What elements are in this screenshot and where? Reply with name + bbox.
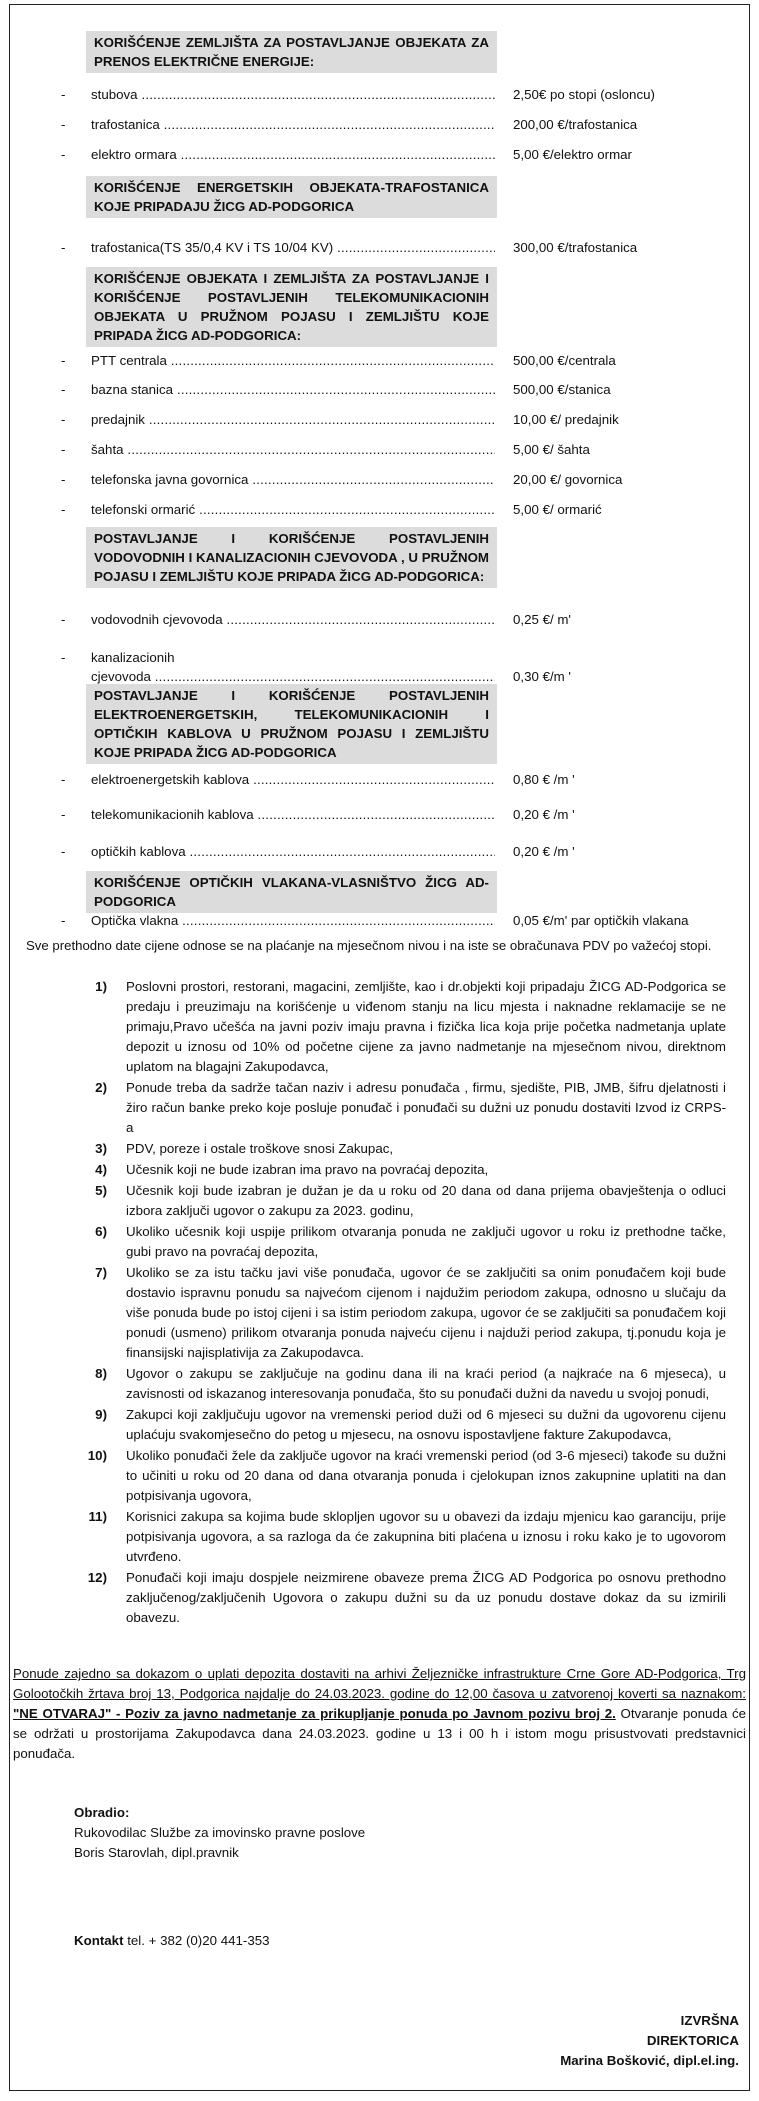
- prepared-by-position: Rukovodilac Službe za imovinsko pravne poslove: [74, 1825, 366, 1840]
- section-header-energy-objects: KORIŠĆENJE ENERGETSKIH OBJEKATA-TRAFOSTANICA KOJE PRIPADAJU ŽICG AD-PODGORICA: [86, 176, 497, 218]
- list-item: 9) Zakupci koji zaključuju ugovor na vremenski period duži od 6 mjeseci su dužni da ugovorenu cijenu uplaćuju svakomjesečno do petog u mjesecu, na osnovu ispostavljene fakture Zakupodavca,: [95, 1407, 726, 1442]
- contact-line: Kontakt tel. + 382 (0)20 441-353: [74, 1933, 270, 1948]
- price-row: - telekomunikacionih kablova ..... 0,20 € /m ': [10, 805, 750, 825]
- section-header-telecom: KORIŠĆENJE OBJEKATA I ZEMLJIŠTA ZA POSTAVLJANJE I KORIŠĆENJE POSTAVLJENIH TELEKOMUNIKACIONIH OBJEKATA U PRUŽNOM POJASU I ZEMLJIŠTU KOJE PRIPADA ŽICG AD-PODGORICA:: [86, 267, 497, 347]
- submission-paragraph: Ponude zajedno sa dokazom o uplati depozita dostaviti na arhivi Željezničke infrastrukture Crne Gore AD-Podgorica, Trg Golootočkih žrtava broj 13, Podgorica najdalje do 24.03.2023. godine do 12,00 časova u zatvorenoj koverti sa naznakom: "NE OTVARAJ" - Poziv za javno nadmetanje za prikupljanje ponuda po Javnom pozivu broj 2. Otvaranje ponuda će se održati u prostorijama Zakupodavca dana 24.03.2023. godine u 13 i 00 h i istom mogu prisustvovati predstavnici ponuđača.: [13, 1666, 746, 1761]
- section-header-land-power: KORIŠĆENJE ZEMLJIŠTA ZA POSTAVLJANJE OBJEKATA ZA PRENOS ELEKTRIČNE ENERGIJE:: [86, 31, 497, 73]
- list-item: 5) Učesnik koji bude izabran je dužan je da u roku od 20 dana od dana prijema obavještenja o odluci izbora zaključi ugovor o zakupu za 2023. godinu,: [95, 1183, 726, 1218]
- price-row: - trafostanica ..... 200,00 €/trafostanica: [10, 115, 750, 135]
- prepared-by-title: Obradio:: [74, 1805, 130, 1820]
- price-row: - predajnik ..... 10,00 €/ predajnik: [10, 410, 750, 430]
- price-row: - PTT centrala ..... 500,00 €/centrala: [10, 351, 750, 371]
- conditions-list: [10, 977, 750, 1629]
- list-item: 12) Ponuđači koji imaju dospjele neizmirene obaveze prema ŽICG AD Podgorica po osnovu prethodno zaključenog/zaključenih Ugovora o zakupu dužni su da uz ponudu dostave dokaz da su izmirili obavezu.: [87, 1570, 726, 1625]
- price-row: - šahta ..... 5,00 €/ šahta: [10, 440, 750, 460]
- price-row: - telefonska javna govornica ..... 20,00 €/ govornica: [10, 470, 750, 490]
- vat-note: Sve prethodno date cijene odnose se na plaćanje na mjesečnom nivou i na iste se obračunava PDV po važećoj stopi.: [26, 938, 712, 953]
- list-item: 4) Učesnik koji ne bude izabran ima pravo na povraćaj depozita,: [95, 1162, 489, 1177]
- list-item: 1) Poslovni prostori, restorani, magacini, zemljište, kao i dr.objekti koji pripadaju ŽICG AD-Podgorica se predaju i preuzimaju na korišćenje u viđenom stanju na licu mjesta i naknadne reklamacije se ne primaju,Pravo učešća na javni poziv imaju pravna i fizička lica koja prije početka nadmetanja uplate depozit u iznosu od 10% od početne cijene za javno nadmetanje na mjesečnom nivou, direktnom uplatom na blagajni Zakupodavca,: [95, 979, 726, 1074]
- price-row: - optičkih kablova ..... 0,20 € /m ': [10, 842, 750, 862]
- price-row: cjevovoda ..... 0,30 €/m ': [10, 667, 750, 687]
- list-item: 10) Ukoliko ponuđači žele da zaključe ugovor na kraći vremenski period (od 3-6 mjeseci) takođe su dužni to učiniti u roku od 20 dana od dana otvaranja ponuda i cjelokupan iznos zakupnine uplatiti na dan potpisivanja ugovora,: [87, 1448, 726, 1503]
- price-row: - Optička vlakna ..... 0,05 €/m' par optičkih vlakana: [10, 911, 750, 931]
- document-page: [9, 4, 750, 2091]
- list-item: 3) PDV, poreze i ostale troškove snosi Zakupac,: [95, 1141, 394, 1156]
- list-item: 8) Ugovor o zakupu se zaključuje na godinu dana ili na kraći period (a najkraće na 6 mjeseca), u zavisnosti od iskazanog interesovanja ponuđača, što su ponuđači dužni da navedu u svojoj ponudi,: [95, 1366, 726, 1401]
- price-row: - elektroenergetskih kablova ..... 0,80 € /m ': [10, 770, 750, 790]
- prepared-by-name: Boris Starovlah, dipl.pravnik: [74, 1845, 239, 1860]
- price-row: - trafostanica(TS 35/0,4 KV i TS 10/04 KV) ..... 300,00 €/trafostanica: [10, 238, 750, 258]
- price-row: - vodovodnih cjevovoda ..... 0,25 €/ m': [10, 610, 750, 630]
- director-signature: IZVRŠNA DIREKTORICA Marina Bošković, dipl.el.ing.: [560, 2013, 739, 2068]
- price-row-kanalizacija: - kanalizacionih: [61, 650, 175, 665]
- price-row: - stubova ..... 2,50€ po stopi (osloncu): [10, 85, 750, 105]
- list-item: 2) Ponude treba da sadrže tačan naziv i adresu ponuđača , firmu, sjedište, PIB, JMB, šifru djelatnosti i žiro račun banke preko koje posluje ponuđač i ponuđači su dužni uz ponudu dostaviti Izvod iz CRPS-a: [95, 1080, 726, 1135]
- price-row: - bazna stanica ..... 500,00 €/stanica: [10, 380, 750, 400]
- section-header-optical-fibers: KORIŠĆENJE OPTIČKIH VLAKANA-VLASNIŠTVO ŽICG AD-PODGORICA: [86, 871, 497, 913]
- price-row: - elektro ormara ..... 5,00 €/elektro ormar: [10, 145, 750, 165]
- list-item: 7) Ukoliko se za istu tačku javi više ponuđača, ugovor će se zaključiti sa onim ponuđačem koji bude dostavio ispravnu ponudu sa najvećom cijenom i najdužim periodom zakupa, odnosno u slučaju da više ponuda bude po istoj cijeni i sa istim periodom zakupa, ugovor će se zaključiti sa ponuđačem koji ponudi (usmeno) prilikom otvaranja ponuda najveću cijenu i najduži period zakupa, tj.ponudu koja je finansijski najisplativija za Zakupodavca.: [95, 1265, 726, 1360]
- list-item: 6) Ukoliko učesnik koji uspije prilikom otvaranja ponuda ne zaključi ugovor u roku iz prethodne tačke, gubi pravo na povraćaj depozita,: [95, 1224, 726, 1259]
- section-header-cables: POSTAVLJANJE I KORIŠĆENJE POSTAVLJENIH ELEKTROENERGETSKIH, TELEKOMUNIKACIONIH I OPTIČKIH KABLOVA U PRUŽNOM POJASU I ZEMLJIŠTU KOJE PRIPADA ŽICG AD-PODGORICA: [86, 684, 497, 764]
- price-row: - telefonski ormarić ..... 5,00 €/ ormarić: [10, 500, 750, 520]
- prepared-by-block: [74, 1803, 365, 1863]
- section-header-water-pipes: POSTAVLJANJE I KORIŠĆENJE POSTAVLJENIH VODOVODNIH I KANALIZACIONIH CJEVOVODA , U PRUŽNOM POJASU I ZEMLJIŠTU KOJE PRIPADA ŽICG AD-PODGORICA:: [86, 527, 497, 588]
- list-item: 11) Korisnici zakupa sa kojima bude skloplјen ugovor su u obavezi da izdaju mjenicu kao garanciju, prije potpisivanja ugovora, a sa razloga da će zakupnina biti plaćena u iznosu i roku kako je to ugovorom utvrđeno.: [88, 1509, 726, 1564]
